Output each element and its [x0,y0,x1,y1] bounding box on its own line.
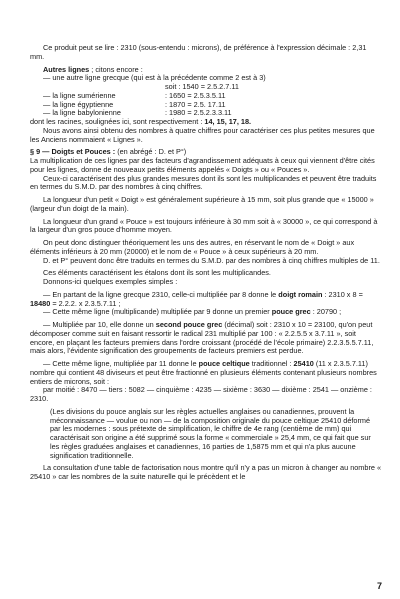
section-title: § 9 — Doigts et Pouces : [30,147,118,157]
example-bold: second pouce grec [155,320,223,329]
example-text: — Cette même ligne (multiplicande) multipliée par 9 donne un premier [43,307,272,317]
paragraph-pouce: La longueur d'un grand « Pouce » est toujours inférieure à 30 mm soit à « 30000 », ce qui correspond à la largeur d'un gros pouce d'homme moyen. [30,216,378,235]
paragraph-dp: D. et P° peuvent donc être traduits en termes du S.M.D. par des nombres à cinq chiffres multiples de 11. [43,255,380,265]
paragraph-on-peut: On peut donc distinguer théoriquement les uns des autres, en réservant le nom de « Doigt » aux éléments inférieurs à 20 mm (20000) et le nom de « Pouce » à ceux supérieurs à 20 mm. [30,238,355,256]
paragraph-ces: Ces éléments caractérisent les étalons dont ils sont les multiplicandes. [43,268,271,278]
example-text: — Multipliée par 10, elle donne un [43,320,156,329]
list-item-label: — la ligne babylonienne [43,108,121,118]
paragraph-ceux: Ceux-ci caractérisent des plus grandes mesures dont ils sont les multiplicandes et peuvent être traduits en termes du S.M.D. par des nombres à cinq chiffres. [30,173,377,192]
example-text: : 2310 x 8 = [322,289,363,299]
example-pouce-grec [30,308,382,317]
example-second-pouce-grec [30,321,382,356]
list-item-value: : 1870 = 2.5. 17.11 [165,99,226,109]
paragraph-produit: Ce produit peut se lire : 2310 (sous-entendu : microns), de préférence à l'expression décimale : 2,31 mm. [30,43,367,61]
paragraph-multiplication: La multiplication de ces lignes par des facteurs d'agrandissement adéquats à ceux qui viennent d'être cités pour les lignes, donne de nouveaux petits éléments appelés « Doigts » ou « Pouces ». [30,156,375,174]
paragraph-nous: Nous avons ainsi obtenu des nombres à quatre chiffres pour caractériser ces plus petites mesures que les Anciens nommaient « Lignes ». [30,125,375,144]
list-item-value: soit : 1540 = 2.5.2.7.11 [165,82,239,91]
list-item-label: — la ligne égyptienne [43,99,114,109]
paragraph-consultation: La consultation d'une table de factorisation nous montre qu'il n'y a pas un micron à changer au nombre « 25410 » car les nombres de la suite naturelle qui le précèdent et le [30,463,382,481]
autres-lignes-title: Autres lignes [43,64,90,74]
list-item-value: : 1650 = 2.5.3.5.11 [165,90,226,100]
list-item-label: — la ligne sumérienne [43,90,116,100]
example-text: traditionnel : [249,359,294,368]
autres-lignes-rest: ; citons encore : [89,64,143,74]
list-item-value: : 1980 = 2.5.2.3.3.11 [165,108,232,118]
example-bold: doigt romain [278,289,323,299]
example-bold: 25410 [293,359,314,368]
racines-text: dont les racines, soulignées ici, sont respectivement : [30,117,205,126]
example-text: — Cette même ligne, multipliée par 11 donne le [43,359,199,368]
paragraph-donnons: Donnons-ici quelques exemples simples : [43,277,178,286]
example-text: (11 x 2.3.5.7.11) nombre qui contient 48 diviseurs et peut être fractionné en plusieurs éléments contenant plusieurs nombres entiers de microns, soit : [30,359,377,386]
paragraph-largeur: La longueur d'un petit « Doigt » est généralement supérieure à 15 mm, soit plus grande que « 15000 » (largeur d'un doigt de la main). [30,195,374,213]
example-text: — En partant de la ligne grecque 2310, celle-ci multipliée par 8 donne le [43,289,279,299]
paragraph-divisions: (Les divisions du pouce anglais sur les règles actuelles anglaises ou canadiennes, prouvent la méconnaissance — voulue ou non — de la composition originale du pouce celtique 25410 déformé par les modernes : sous prétexte de simplification, le chiffre de 4e rang (centième de mm) qui caractérisait son origine a été supprimé sous la forme « commerciale » 25,4 mm, ce qui fait que sur les règles graduées anglaises et canadiennes, 16 parties de 1,5875 mm et qui n'a plus aucune signification traditionnelle. [50,406,371,460]
example-text: = 2.2.2. x 2.3.5.7.11 ; [50,298,121,308]
example-text: (décimal) soit : 2310 x 10 = 23100, qu'on peut décomposer comme suit en faisant ressortir le radical 231 multiplié par 100 : « 2.2.5.5 x 3.7.11 », soit encore, en plaçant les facteurs premiers dans l'ordre croissant (procédé de l'école primaire) 2.2.3.5.5.7.11, mais alors, l'évidente signification des groupements de facteurs premiers est perdue. [30,320,374,356]
example-text: : 20790 ; [310,307,342,317]
section-subtitle: (en abrégé : D. et P°) [117,147,187,157]
list-item-label: — une autre ligne grecque (qui est à la précédente comme 2 est à 3) [43,73,266,83]
example-fractions: par moitié : 8470 — tiers : 5082 — cinquième : 4235 — sixième : 3630 — dixième : 2541 — onzième : 2310. [30,385,372,403]
lignes-list [30,74,382,118]
example-bold: pouce grec [271,307,311,317]
example-doigt-romain [30,291,382,309]
example-bold: pouce celtique [198,359,250,368]
example-bold: 18480 [30,298,51,308]
page-number: 7 [376,581,382,592]
example-pouce-celtique [30,360,382,386]
racines-values: 14, 15, 17, 18. [204,117,252,126]
